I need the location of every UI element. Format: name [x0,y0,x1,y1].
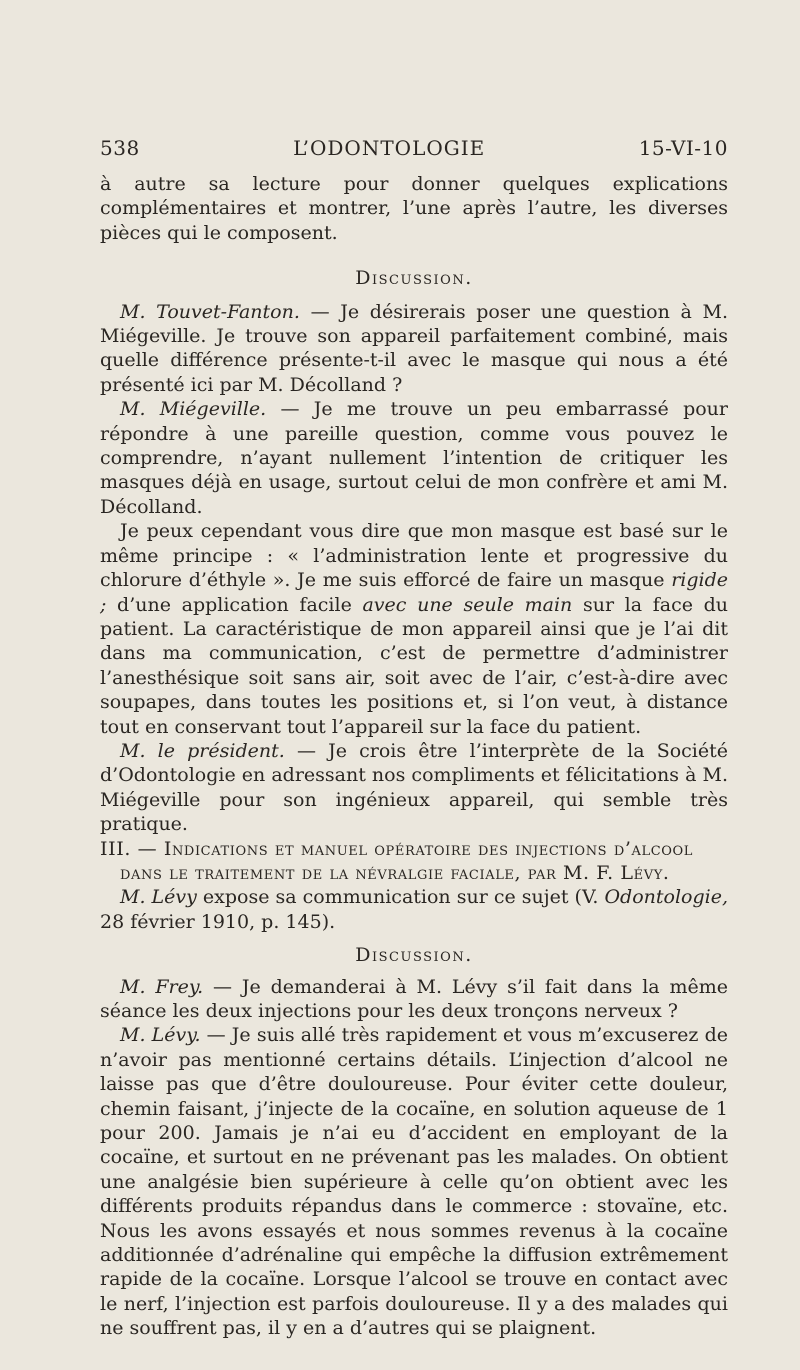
speaker-name: M. Miégeville. [120,398,267,421]
discussion-heading-2: Discussion. [355,944,473,967]
emphasis-text: rigide ; [100,569,728,616]
paragraph-continuation: à autre sa lecture pour donner quelques explications complémentaires et montrer, l’une après l’autre, les diverses pièces qui le composent. [100,173,728,244]
text-run: expose sa communication sur ce sujet (V. [196,886,605,909]
speech-text: — Je crois être l’interprète de la Société d’Odontologie en adressant nos compliments et félicitations à M. Miégeville pour son ingénieux appareil, qui semble très pratique. [100,739,728,836]
section-heading-3 [100,837,728,886]
page-number: 538 [100,136,140,160]
speaker-name: M. Touvet-Fanton. [120,300,300,323]
paragraph-frey [100,975,728,1024]
section-title-line: III. — Indications et manuel opératoire des injections d’alcool [100,837,693,860]
text-run: Je peux cependant vous dire que mon masque est basé sur le même principe : « l’administration lente et progressive du chlorure d’éthyle ». Je me suis efforcé de faire un masque [100,520,728,592]
speaker-name: M. Frey. [120,975,204,998]
paragraph-levy-reply [100,1023,728,1340]
speaker-name: M. Lévy [120,886,197,909]
discussion-heading: Discussion. [355,267,473,290]
paragraph-president [100,739,728,837]
paragraph-miegeville-cont [100,519,728,739]
running-header [100,136,728,160]
paragraph-miegeville [100,397,728,519]
speech-text: — Je désirerais poser une question à M. Miégeville. Je trouve son appareil parfaitement combiné, mais quelle différence présente-t-il avec le masque qui nous a été présenté ici par M. Décolland ? [100,300,728,396]
text-run: 28 février 1910, p. 145). [100,910,336,933]
speech-text: — Je demanderai à M. Lévy s’il fait dans la même séance les deux injections pour les deux tronçons nerveux ? [100,975,728,1022]
speech-text: — Je suis allé très rapidement et vous m’excuserez de n’avoir pas mentionné certains détails. L’injection d’alcool ne laisse pas que d’être douloureuse. Pour éviter cette douleur, chemin faisant, j’injecte de la cocaïne, en solution aqueuse de 1 pour 200. Jamais je n’ai eu d’accident en employant de la cocaïne, et surtout en ne prévenant pas les malades. On obtient une analgésie bien supérieure à celle qu’on obtient avec les différents produits répandus dans le commerce : stovaïne, etc. Nous les avons essayés et nous sommes revenus à la cocaïne additionnée d’adrénaline qui empêche la diffusion extrêmement rapide de la cocaïne. Lorsque l’alcool se trouve en contact avec le nerf, l’injection est parfois douloureuse. Il y a des malades qui ne souffrent pas, il y en a d’autres qui se plaignent. [100,1024,728,1340]
emphasis-text: avec une seule main [362,593,573,616]
text-run: d’une application facile [106,593,363,616]
speaker-name: M. Lévy. [120,1024,201,1047]
body-text [100,172,728,1341]
paragraph-touvet-fanton [100,300,728,398]
speaker-name: M. le président. [120,739,285,762]
journal-title: L’ODONTOLOGIE [293,136,486,160]
paragraph-levy-expose [100,885,728,934]
journal-reference: Odontologie, [604,886,728,909]
text-run: sur la face du patient. La caractéristique de mon appareil ainsi que je l’ai dit dans ma communication, c’est de permettre d’administrer l’anesthésique soit sans air, soit avec de l’air, c’est-à-dire avec soupapes, dans toutes les positions et, si l’on veut, à distance tout en conservant tout l’appareil sur la face du patient. [100,593,729,738]
speech-text: — Je me trouve un peu embarrassé pour répondre à une pareille question, comme vous pouvez le comprendre, n’ayant nullement l’intention de critiquer les masques déjà en usage, surtout celui de mon confrère et ami M. Décolland. [100,398,728,518]
section-title-line: dans le traitement de la névralgie faciale, par M. F. Lévy. [120,861,670,884]
issue-date: 15-VI-10 [638,136,728,160]
